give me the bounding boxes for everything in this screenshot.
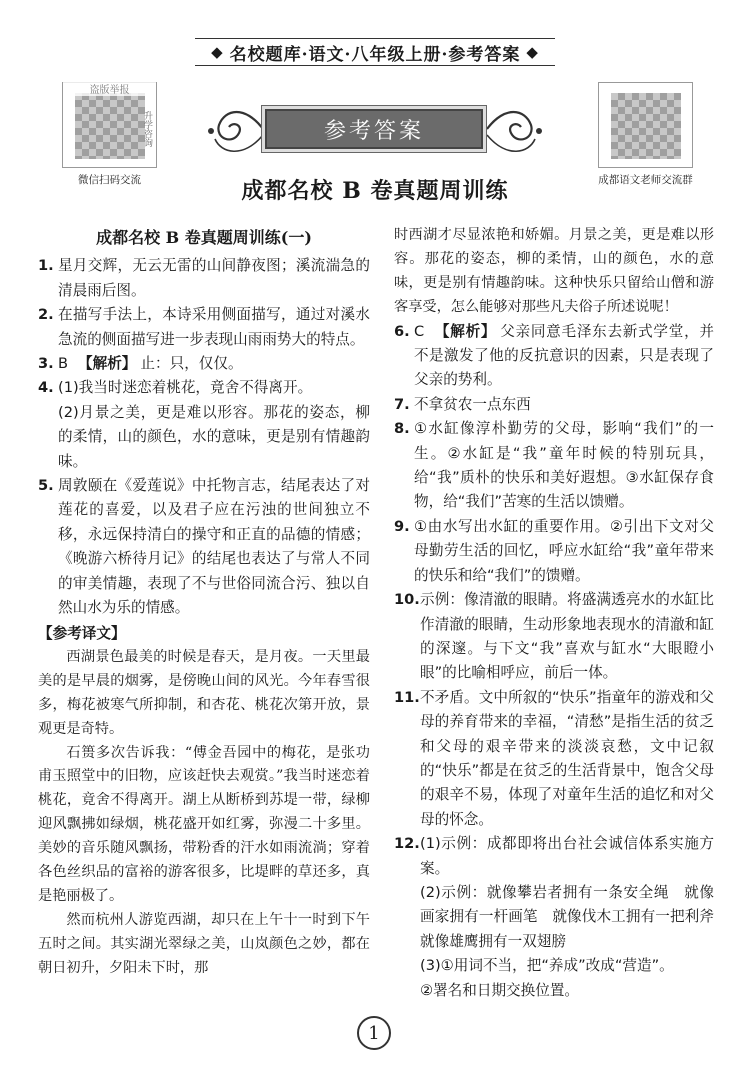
- answer-text: 示例：像清澈的眼睛。将盛满透亮水的水缸比作清澈的眼睛，生动形象地表现水的清澈和缸的深邃。与下文“我”喜欢与缸水“大眼瞪小眼”的比喻相呼应，前后一体。: [420, 591, 714, 682]
- right-column: [394, 224, 729, 1003]
- answer-text: 不拿贫农一点东西: [414, 395, 531, 413]
- analysis-label: 【解析】: [434, 322, 497, 340]
- answer-text: ①由水写出水缸的重要作用。②引出下文对父母勤劳生活的回忆，呼应水缸给“我”童年带来的快乐和给“我们”的馈赠。: [414, 517, 714, 584]
- qr-caption-right: 成都语文老师交流群: [598, 174, 693, 186]
- translation-paragraph: 石篑多次告诉我：“傅金吾园中的梅花，是张功甫玉照堂中的旧物，应该赶快去观赏。”我当时迷恋着桃花，竟舍不得离开。湖上从断桥到苏堤一带，绿柳迎风飘拂如绿烟，桃花盛开如红雾，弥漫二十多里。美妙的音乐随风飘扬，带粉香的汗水如雨流淌；穿着各色丝织品的富裕的游客很多，比堤畔的草还多，真是艳丽极了。: [38, 744, 370, 904]
- page-number: 1: [357, 1016, 391, 1050]
- sub-answer: (2)月景之美，更是难以形容。那花的姿态，柳的柔情，山的颜色，水的意味，更是别有情趣韵味。: [58, 403, 370, 470]
- header-rule-bottom: [195, 65, 555, 66]
- answer-item-3: [38, 352, 370, 376]
- answer-item-7: [394, 393, 714, 417]
- translation-text: [38, 646, 370, 981]
- qr-side-text: 升学咨询: [142, 111, 152, 147]
- header-ornament-right-icon: ◆: [526, 43, 539, 61]
- sub-answer: (2)示例：就像攀岩者拥有一条安全绳 就像画家拥有一杆画笔 就像伐木工拥有一把利斧 就像雄鹰拥有一双翅膀: [420, 883, 729, 950]
- item-number: 6.: [394, 322, 410, 340]
- header-rule-top: [195, 38, 555, 39]
- answer-item-9: [394, 515, 714, 588]
- answer-item-10: [394, 588, 714, 686]
- item-number: 11.: [394, 688, 420, 706]
- item-number: 8.: [394, 420, 410, 438]
- answer-text: [414, 320, 714, 393]
- sub-answer: (1)示例：成都即将出台社会诚信体系实施方案。: [420, 835, 714, 877]
- item-number: 3.: [38, 355, 54, 373]
- answer-choice: B: [58, 355, 69, 373]
- sub-answer: ②署名和日期交换位置。: [420, 981, 580, 999]
- answer-item-1: [38, 254, 370, 303]
- answer-text: [58, 352, 370, 376]
- answer-item-11: [394, 686, 714, 832]
- answer-text: 在描写手法上，本诗采用侧面描写，通过对溪水急流的侧面描写进一步表现山雨雨势大的特点。: [58, 306, 370, 348]
- header-ornament-left-icon: ◆: [211, 43, 224, 61]
- answer-item-6: [394, 320, 714, 393]
- item-number: 12.: [394, 835, 420, 853]
- answer-item-12: [394, 832, 729, 1003]
- answer-text: 星月交辉，无云无雷的山间静夜图；溪流湍急的清晨雨后图。: [58, 257, 370, 299]
- banner: [205, 95, 545, 167]
- answer-text: [420, 832, 729, 1003]
- qr-code-left-frame: [62, 82, 157, 168]
- translation-paragraph: 然而杭州人游览西湖，却只在上午十一时到下午五时之间。其实湖光翠绿之美，山岚颜色之妙，都在朝日初升，夕阳未下时，那: [38, 911, 370, 976]
- section-title: 成都名校 B 卷真题周训练(一): [96, 228, 312, 247]
- answer-item-2: [38, 303, 370, 352]
- left-column: [38, 226, 370, 981]
- translation-paragraph: 西湖景色最美的时候是春天，是月夜。一天里最美的是早晨的烟雾，是傍晚山间的风光。今年春雪很多，梅花被寒气所抑制，和杏花、桃花次第开放，景观更是奇特。: [38, 648, 370, 737]
- item-number: 7.: [394, 395, 410, 413]
- answer-item-5: [38, 474, 370, 620]
- answer-item-4: [38, 376, 370, 474]
- qr-caption-left: 微信扫码交流: [78, 174, 141, 186]
- item-number: 2.: [38, 306, 54, 324]
- item-number: 5.: [38, 477, 54, 495]
- answer-text: 周敦颐在《爱莲说》中托物言志，结尾表达了对莲花的喜爱，以及君子应在污浊的世间独立不移，永远保持清白的操守和正直的品德的情感；《晚游六桥待月记》的结尾也表达了与常人不同的审美情趣，表现了不与世俗同流合污、独以自然山水为乐的情感。: [58, 477, 370, 617]
- analysis-text: 止：只，仅仅。: [140, 355, 243, 373]
- answer-text: ①水缸像淳朴勤劳的父母，影响“我们”的一生。②水缸是“我”童年时候的特别玩具，给“我”质朴的快乐和美好遐想。③水缸保存食物，给“我们”苦寒的生活以馈赠。: [414, 420, 714, 511]
- page-title: 成都名校 B 卷真题周训练: [241, 178, 509, 204]
- answer-text: [58, 376, 370, 474]
- answer-text: 不矛盾。文中所叙的“快乐”指童年的游戏和父母的养育带来的幸福，“清愁”是指生活的贫乏和父母的艰辛带来的淡淡哀愁，文中记叙的“快乐”都是在贫乏的生活背景中，饱含父母的艰辛不易，体现了对童年生活的追忆和对父母的怀念。: [420, 688, 714, 828]
- item-number: 4.: [38, 379, 54, 397]
- translation-continued: [394, 224, 714, 320]
- item-number: 1.: [38, 257, 54, 275]
- item-number: 10.: [394, 591, 420, 609]
- sub-answer: (1)我当时迷恋着桃花，竟舍不得离开。: [58, 379, 313, 397]
- qr-code-icon: [75, 93, 145, 159]
- analysis-label: 【解析】: [78, 355, 137, 373]
- analysis-text: 父亲同意毛泽东去新式学堂，并不是激发了他的反抗意识的因素，只是表现了父亲的势利。: [414, 322, 714, 389]
- translation-paragraph: 时西湖才尽显浓艳和娇媚。月景之美，更是难以形容。那花的姿态，柳的柔情，山的颜色，水的意味，更是别有情趣韵味。这种快乐只留给山僧和游客享受，怎么能够对那些凡夫俗子所述说呢！: [394, 227, 714, 315]
- answer-choice: C: [414, 322, 425, 340]
- header-bar: [195, 38, 555, 66]
- sub-answer: (3)①用词不当，把“养成”改成“营造”。: [420, 957, 674, 975]
- item-number: 9.: [394, 517, 410, 535]
- header-bar-text: 名校题库·语文·八年级上册·参考答案: [229, 44, 521, 65]
- banner-title: 参考答案: [265, 109, 483, 149]
- qr-code-icon: [611, 93, 681, 159]
- qr-stamp-text: 盗版举报: [63, 81, 156, 96]
- qr-code-right-frame: [598, 82, 693, 168]
- translation-title: 【参考译文】: [38, 624, 126, 642]
- answer-item-8: [394, 417, 714, 515]
